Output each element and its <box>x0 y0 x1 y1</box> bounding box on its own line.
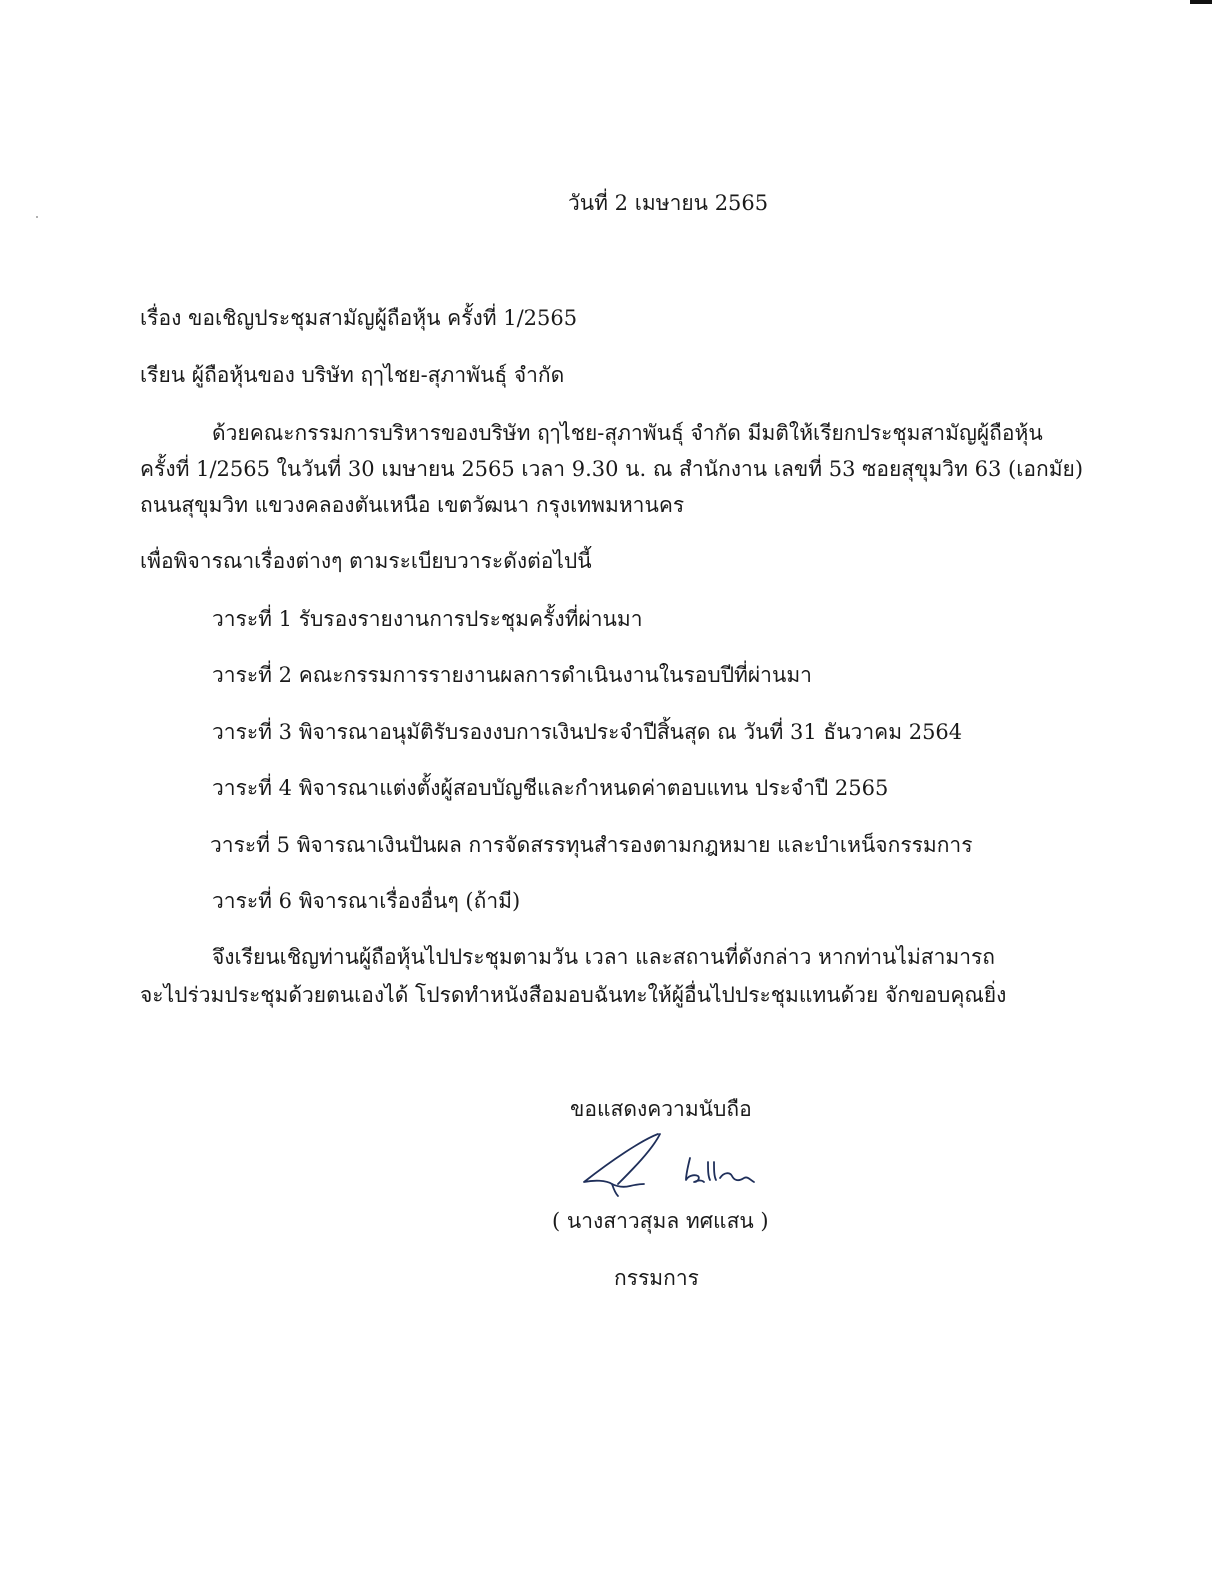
letter-date: วันที่ 2 เมษายน 2565 <box>568 191 769 215</box>
body-paragraph-1-line-1: ด้วยคณะกรรมการบริหารของบริษัท ฤๅไชย-สุภาพันธุ์ จำกัด มีมติให้เรียกประชุมสามัญผู้ถือหุ้น <box>212 421 1043 445</box>
letter-subject: เรื่อง ขอเชิญประชุมสามัญผู้ถือหุ้น ครั้งที่ 1/2565 <box>140 306 578 330</box>
scan-speck <box>36 216 38 218</box>
agenda-intro: เพื่อพิจารณาเรื่องต่างๆ ตามระเบียบวาระดังต่อไปนี้ <box>140 549 592 573</box>
scan-corner-mark <box>1190 0 1212 4</box>
agenda-item-3: วาระที่ 3 พิจารณาอนุมัติรับรองงบการเงินประจำปีสิ้นสุด ณ วันที่ 31 ธันวาคม 2564 <box>212 720 963 744</box>
body-paragraph-1-line-2: ครั้งที่ 1/2565 ในวันที่ 30 เมษายน 2565 เวลา 9.30 น. ณ สำนักงาน เลขที่ 53 ซอยสุขุมวิท 63 (เอกมัย) <box>140 457 1084 481</box>
agenda-item-4: วาระที่ 4 พิจารณาแต่งตั้งผู้สอบบัญชีและกำหนดค่าตอบแทน ประจำปี 2565 <box>212 776 889 800</box>
letter-recipient: เรียน ผู้ถือหุ้นของ บริษัท ฤๅไชย-สุภาพันธุ์ จำกัด <box>140 363 565 387</box>
body-paragraph-2-line-2: จะไปร่วมประชุมด้วยตนเองได้ โปรดทำหนังสือมอบฉันทะให้ผู้อื่นไปประชุมแทนด้วย จักขอบคุณยิ่ง <box>140 983 1007 1007</box>
handwritten-signature <box>572 1130 762 1198</box>
agenda-item-6: วาระที่ 6 พิจารณาเรื่องอื่นๆ (ถ้ามี) <box>212 889 521 913</box>
signer-name: ( นางสาวสุมล ทศแสน ) <box>552 1209 769 1233</box>
agenda-item-1: วาระที่ 1 รับรองรายงานการประชุมครั้งที่ผ่านมา <box>212 607 643 631</box>
body-paragraph-1-line-3: ถนนสุขุมวิท แขวงคลองตันเหนือ เขตวัฒนา กรุงเทพมหานคร <box>140 493 685 517</box>
signer-title: กรรมการ <box>614 1266 699 1290</box>
letter-closing: ขอแสดงความนับถือ <box>570 1097 752 1121</box>
agenda-item-2: วาระที่ 2 คณะกรรมการรายงานผลการดำเนินงานในรอบปีที่ผ่านมา <box>212 663 812 687</box>
agenda-item-5: วาระที่ 5 พิจารณาเงินปันผล การจัดสรรทุนสำรองตามกฎหมาย และบำเหน็จกรรมการ <box>210 833 973 857</box>
body-paragraph-2-line-1: จึงเรียนเชิญท่านผู้ถือหุ้นไปประชุมตามวัน เวลา และสถานที่ดังกล่าว หากท่านไม่สามารถ <box>212 945 996 969</box>
